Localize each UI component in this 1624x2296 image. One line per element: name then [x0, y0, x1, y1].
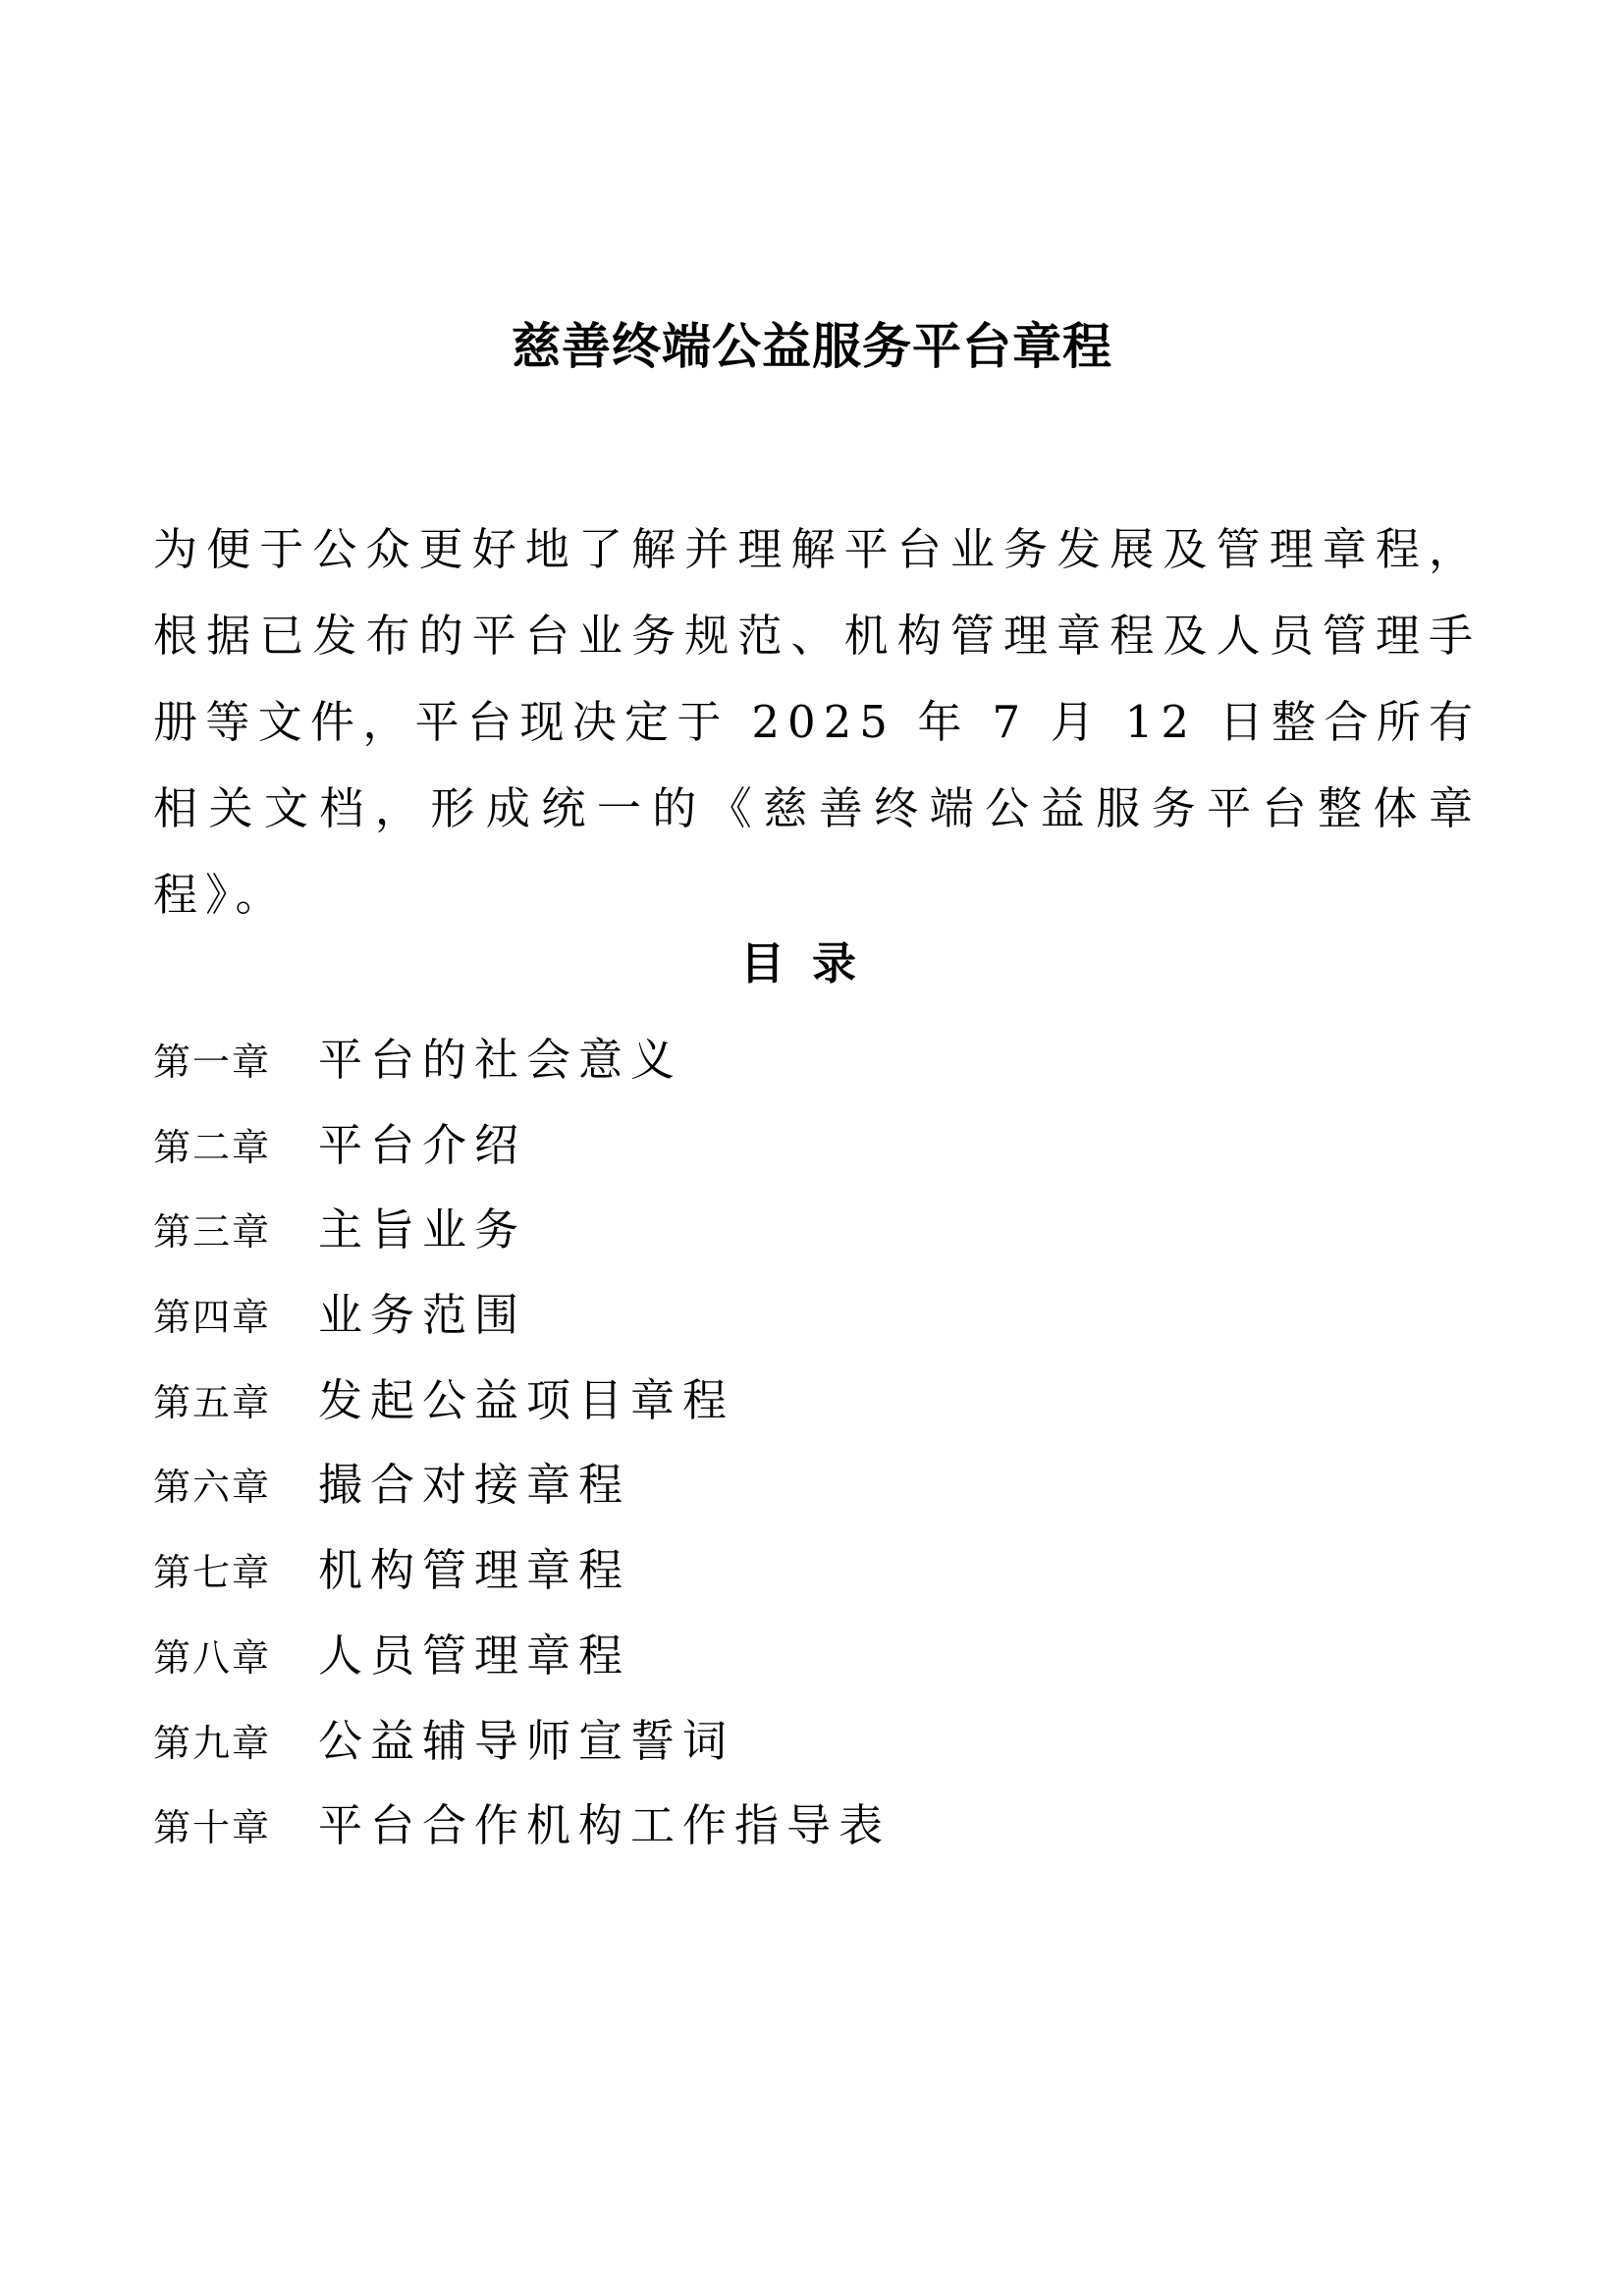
- toc-item: [153, 1284, 1331, 1369]
- intro-paragraph: 为便于公众更好地了解并理解平台业务发展及管理章程，根据已发布的平台业务规范、机构管理章程及人员管理手册等文件，平台现决定于 2025 年 7 月 12 日整合所有相关文档，形成统一的《慈善终端公益服务平台整体章程》。: [153, 523, 1481, 921]
- toc-chapter-number: 第三章: [153, 1210, 272, 1255]
- toc-chapter-title: 主旨业务: [318, 1203, 527, 1256]
- toc-chapter-title: 公益辅导师宣誓词: [318, 1714, 735, 1767]
- toc-chapter-title: 平台介绍: [318, 1118, 527, 1171]
- toc-chapter-title: 人员管理章程: [318, 1629, 631, 1682]
- toc-chapter-number: 第九章: [153, 1721, 272, 1765]
- toc-chapter-title: 机构管理章程: [318, 1544, 631, 1597]
- toc-chapter-number: 第四章: [153, 1296, 272, 1340]
- toc-chapter-number: 第八章: [153, 1635, 272, 1680]
- toc-item: [153, 1199, 1331, 1284]
- toc-item: [153, 1710, 1331, 1795]
- toc-item: [153, 1114, 1331, 1200]
- document-title: 慈善终端公益服务平台章程: [512, 318, 1112, 375]
- toc-chapter-number: 第五章: [153, 1380, 272, 1424]
- toc-chapter-title: 撮合对接章程: [318, 1459, 631, 1512]
- toc-chapter-number: 第十章: [153, 1806, 272, 1850]
- toc-chapter-title: 平台的社会意义: [318, 1034, 683, 1086]
- toc-item: [153, 1539, 1331, 1625]
- toc-chapter-number: 第二章: [153, 1125, 272, 1169]
- toc-chapter-number: 第七章: [153, 1551, 272, 1595]
- toc-heading: 目录: [739, 937, 884, 989]
- toc-item: [153, 1794, 1331, 1880]
- toc-item: [153, 1369, 1331, 1455]
- toc-chapter-title: 平台合作机构工作指导表: [318, 1799, 892, 1852]
- toc-list: [153, 1029, 1331, 1880]
- toc-item: [153, 1625, 1331, 1710]
- toc-item: [153, 1029, 1331, 1114]
- toc-chapter-title: 发起公益项目章程: [318, 1373, 735, 1426]
- toc-chapter-number: 第一章: [153, 1041, 272, 1084]
- toc-item: [153, 1454, 1331, 1539]
- toc-chapter-title: 业务范围: [318, 1289, 527, 1342]
- toc-chapter-number: 第六章: [153, 1466, 272, 1510]
